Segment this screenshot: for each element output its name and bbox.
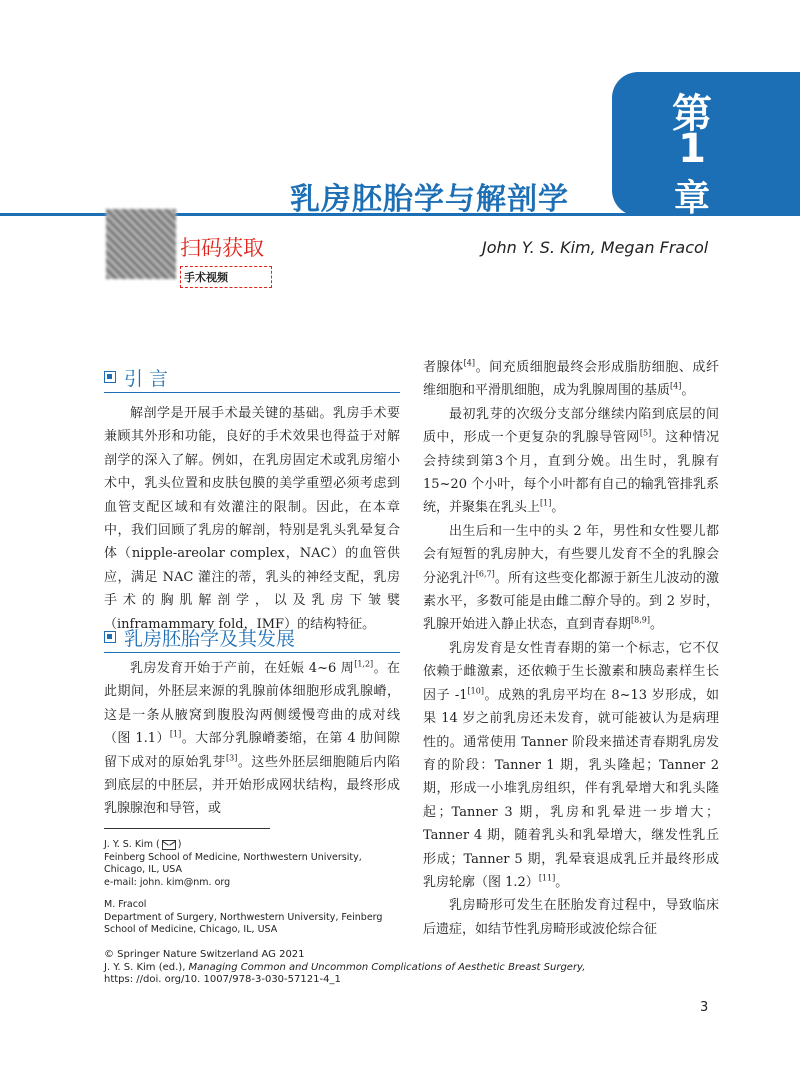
author-affiliation-1 [104,839,404,889]
citation: [5] [639,428,652,438]
footnote-line: Department of Surgery, Northwestern University, Feinberg [104,911,383,923]
footnote-line [104,839,404,852]
citation: [1,2] [354,659,374,669]
citation: [8,9] [631,616,650,626]
citation-line [104,962,664,975]
paragraph [423,520,719,637]
page-number: 3 [700,1000,709,1015]
citation: [3] [225,753,238,763]
section-square-icon [104,631,116,643]
paragraph: 乳房畸形可发生在胚胎发育过程中，导致临床后遗症，如结节性乳房畸形或波伦综合征 [423,898,719,937]
text-run: 乳房发育是女性青春期的第一个标志，它不仅依赖于雌激素，还依赖于生长激素和胰岛素样生长因子 -1 [423,640,719,703]
doi-link[interactable]: https: //doi. org/10. 1007/978-3-030-57121-4_1 [104,974,341,985]
copyright-block [104,949,664,987]
citation: [11] [538,873,556,883]
text-run: 。 [551,500,565,516]
footnote-rule [104,828,270,829]
text-run: 。所有这些变化都源于新生儿波动的激素水平，多数可能是由雌二醇介导的。到 2 岁时，乳腺开始进入静止状态，直到青春期 [423,570,719,633]
text-run: 。这些外胚层细胞随后内陷到底层的中胚层，并开始形成网状结构，最终形成乳腺腺泡和导管，或 [104,754,400,817]
section-heading-intro [104,366,400,393]
footnote-line: School of Medicine, Chicago, IL, USA [104,924,278,935]
chapter-zhang: 章 [673,178,710,219]
citation: [1] [540,499,552,509]
copyright-line: © Springer Nature Switzerland AG 2021 [104,949,305,960]
text-run: J. Y. S. Kim ( [104,839,160,850]
citation: [10] [467,686,484,696]
paragraph [423,356,719,403]
footnote-line: M. Fracol [104,899,147,910]
footnote-line: Feinberg School of Medicine, Northwestern University, [104,851,362,863]
chapter-title: 乳房胚胎学与解剖学 [290,182,569,217]
paragraph [423,403,719,520]
text-run: 。成熟的乳房平均在 8~13 岁形成，如果 14 岁之前乳房还未发育，就可能被认为是病理性的。通常使用 Tanner 阶段来描述青春期乳房发育的阶段：Tanner 1 期，乳头隆起；Tanner 2 期，形成一小堆乳房组织，伴有乳晕增大和乳头隆起；Tanner 3 期，乳房和乳晕进一步增大；Tanner 4 期，随着乳头和乳晕增大，继发性乳丘形成；Tanner 5 期，乳晕衰退成乳丘并最终形成乳房轮廓（图 1.2） [423,687,720,890]
text-run: 。 [649,617,663,633]
text-run: 最初乳芽的次级分支部分继续内陷到底层的间质中，形成一个更复杂的乳腺导管网 [423,406,719,446]
text-run: J. Y. S. Kim (ed.), [104,961,189,973]
text-run: 者腺体 [423,360,464,375]
citation: [4] [463,358,476,368]
chapter-authors: John Y. S. Kim, Megan Fracol [482,238,709,257]
footnote-email[interactable]: e-mail: john. kim@nm. org [104,876,231,888]
text-run: 。大部分乳腺嵴萎缩，在第 4 肋间隙留下成对的原始乳芽 [104,731,400,770]
chapter-di: 第 [672,91,712,137]
chapter-tab [612,72,800,219]
paragraph [104,657,400,821]
citation: [4] [670,382,682,392]
paragraph: 解剖学是开展手术最关键的基础。乳房手术要兼顾其外形和功能，良好的手术效果也得益于对解剖学的深入了解。例如，在乳房固定术或乳房缩小术中，乳头位置和皮肤包膜的美学重塑必须考虑到血管支配区域和有效灌注的限制。因此，在本章中，我们回顾了乳房的解剖，特别是乳头乳晕复合体（nipple-areolar complex，NAC）的血管供应，满足 NAC 灌注的蒂，乳头的神经支配，乳房手术的胸肌解剖学，以及乳房下皱襞（inframammary fold，IMF）的结构特征。 [104,406,400,632]
text-run: 。 [555,874,569,890]
section-heading-text: 乳房胚胎学及其发展 [124,628,296,650]
envelope-icon[interactable] [162,840,176,850]
section-square-icon [104,371,116,383]
qr-title: 扫码获取 [180,236,264,260]
text-run: 。 [681,383,695,399]
text-run: 出生后和一生中的头 2 年，男性和女性婴儿都会有短暂的乳房肿大，有些婴儿发育不全的乳腺会分泌乳汁 [423,523,719,586]
text-run: 。在此期间，外胚层来源的乳腺前体细胞形成乳腺嵴，这是一条从腋窝到腹股沟两侧缓慢弯曲的成对线（图 1.1） [104,661,400,747]
text-run: 乳房发育开始于产前，在妊娠 4~6 周 [130,661,355,676]
intro-text [104,402,400,636]
embryology-text [104,657,400,821]
footnote-line: Chicago, IL, USA [104,864,183,875]
book-title: Managing Common and Uncommon Complications of Aesthetic Breast Surgery, [188,961,586,973]
section-heading-text: 引 言 [124,368,169,390]
paragraph [423,637,719,894]
citation: [1] [169,729,182,739]
section-heading-embryology [104,626,400,653]
citation: [6,7] [475,569,495,579]
qr-subtitle: 手术视频 [180,266,272,288]
author-affiliation-2 [104,899,404,937]
chapter-number: 1 [678,126,706,172]
text-run: 。间充质细胞最终会形成脂肪细胞、成纤维细胞和平滑肌细胞，成为乳腺周围的基质 [423,360,719,399]
text-run: ) [177,839,182,850]
right-column-text [423,356,719,941]
text-run: 。这种情况会持续到第3个月，直到分娩。出生时，乳腺有 15~20 个小叶，每个小叶都有自己的输乳管排乳系统，并聚集在乳头上 [423,430,719,516]
qr-code-icon[interactable] [106,209,176,279]
